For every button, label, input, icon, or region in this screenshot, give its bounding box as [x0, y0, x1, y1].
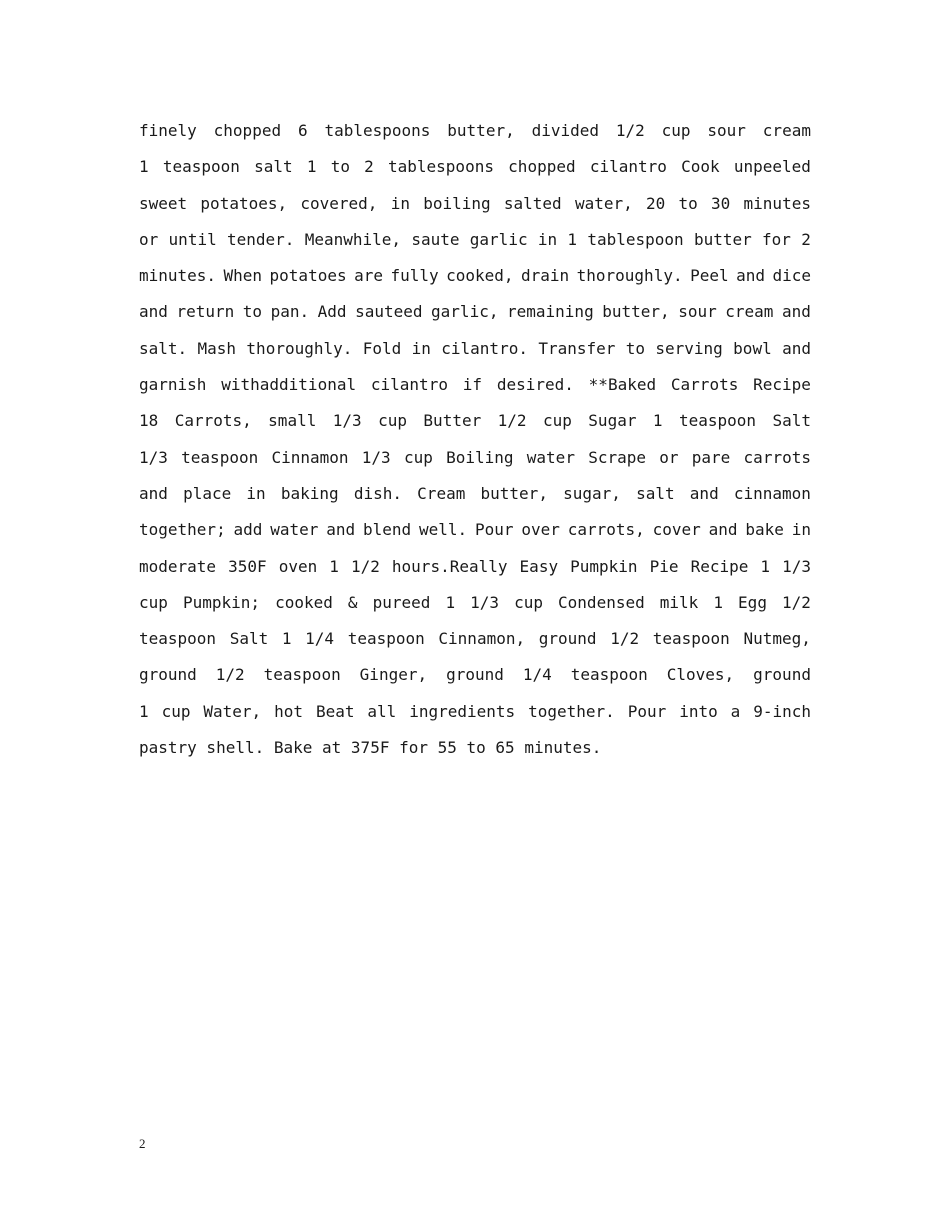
- text-line: [139, 585, 811, 621]
- page-number: 2: [139, 1136, 146, 1151]
- word: Easy: [519, 556, 559, 576]
- word: salt: [254, 157, 293, 177]
- word: 18: [139, 411, 159, 431]
- word: butter,: [480, 483, 548, 503]
- word: or: [139, 229, 159, 249]
- word: 1: [713, 592, 723, 612]
- word: teaspoon: [162, 157, 240, 177]
- word: Condensed: [558, 592, 645, 612]
- word: cooked: [275, 592, 333, 612]
- word: water: [526, 447, 575, 467]
- word: to: [330, 157, 350, 177]
- word: hot: [274, 701, 304, 721]
- word: cream: [762, 121, 811, 140]
- word: Pumpkin: [570, 556, 638, 576]
- word: bake: [745, 520, 784, 540]
- word: baking: [280, 483, 339, 503]
- word: 1/2: [215, 665, 245, 685]
- text-line: [139, 440, 811, 476]
- word: ground: [538, 629, 597, 649]
- word: 1: [445, 592, 456, 612]
- word: cilantro: [589, 157, 667, 177]
- word: return: [176, 302, 235, 322]
- word: butter,: [447, 121, 515, 140]
- text-line: [139, 331, 811, 367]
- word: ground: [139, 665, 197, 685]
- word: drain: [520, 266, 570, 286]
- word: garlic: [469, 229, 528, 249]
- word: Cloves,: [666, 665, 735, 685]
- word: Salt: [229, 629, 269, 649]
- text-line: [139, 694, 811, 730]
- word: minutes: [743, 193, 811, 213]
- word: in: [246, 483, 266, 503]
- word: teaspoon: [678, 411, 757, 431]
- word: salt: [636, 483, 675, 503]
- text-line: [139, 621, 811, 657]
- word: sweet: [139, 193, 188, 213]
- word: 1/2: [615, 121, 645, 140]
- word: 1/3: [139, 447, 168, 467]
- word: ground: [753, 665, 811, 685]
- word: garnish: [139, 375, 207, 395]
- word: dish.: [353, 483, 402, 503]
- word: over: [521, 520, 560, 540]
- word: Butter: [423, 411, 482, 431]
- word: Recipe: [690, 556, 749, 576]
- word: Scrape: [588, 447, 646, 467]
- word: 1: [281, 629, 292, 649]
- word: boiling: [423, 193, 491, 213]
- word: or: [659, 447, 679, 467]
- word: Ginger,: [359, 665, 428, 685]
- word: cup: [139, 592, 168, 612]
- word: teaspoon: [652, 629, 730, 649]
- word: Beat: [315, 701, 355, 721]
- word: together.: [528, 701, 615, 721]
- word: pan.: [270, 302, 310, 322]
- word: and: [139, 302, 168, 322]
- word: together;: [139, 520, 226, 540]
- word: add: [233, 520, 263, 540]
- recipe-body-text: [139, 113, 811, 766]
- word: 1/3: [470, 592, 500, 612]
- text-line: [139, 549, 811, 585]
- word: 6: [297, 121, 308, 140]
- word: 1: [139, 701, 149, 721]
- word: Pour: [475, 520, 514, 540]
- word: covered,: [300, 193, 378, 213]
- word: Sugar: [588, 411, 637, 431]
- word: cover: [652, 520, 701, 540]
- word: teaspoon: [347, 629, 425, 649]
- word: and: [781, 302, 811, 322]
- word: water: [270, 520, 319, 540]
- word: pureed: [372, 592, 431, 612]
- word: serving: [655, 338, 723, 358]
- word: 1/2: [350, 556, 380, 576]
- word: Pumpkin;: [182, 592, 261, 612]
- word: cup: [378, 411, 407, 431]
- word: to: [678, 193, 698, 213]
- word: withadditional: [221, 375, 357, 395]
- word: dice: [772, 266, 811, 286]
- word: cup: [403, 447, 433, 467]
- word: and: [689, 483, 719, 503]
- word: 1: [760, 556, 771, 576]
- word: 1: [652, 411, 663, 431]
- word: until: [168, 229, 217, 249]
- text-line: [139, 222, 811, 258]
- text-line: [139, 186, 811, 222]
- word: and: [708, 520, 738, 540]
- text-line: [139, 657, 811, 693]
- word: 1: [139, 157, 149, 177]
- word: cilantro: [370, 375, 448, 395]
- word: ground: [446, 665, 504, 685]
- word: 1/4: [522, 665, 552, 685]
- word: 20: [645, 193, 666, 213]
- word: Cream: [417, 483, 466, 503]
- word: 2: [364, 157, 374, 177]
- word: tender.: [227, 229, 295, 249]
- word: tablespoon: [587, 229, 684, 249]
- word: cup: [161, 701, 191, 721]
- word: sour: [707, 121, 746, 140]
- word: sour: [678, 302, 717, 322]
- word: sugar,: [563, 483, 621, 503]
- word: cream: [725, 302, 774, 322]
- word: 350F: [228, 556, 267, 576]
- word: Mash: [197, 338, 237, 358]
- word: butter,: [602, 302, 670, 322]
- word: 1: [306, 157, 317, 177]
- word: Salt: [772, 411, 811, 431]
- word: Egg: [738, 592, 767, 612]
- word: in: [791, 520, 811, 540]
- word: potatoes,: [200, 193, 288, 213]
- word: water,: [574, 193, 633, 213]
- word: in: [411, 338, 431, 358]
- word: teaspoon: [181, 447, 259, 467]
- word: teaspoon: [570, 665, 648, 685]
- word: 1/2: [497, 411, 527, 431]
- word: sauteed: [355, 302, 423, 322]
- word: Meanwhile,: [304, 229, 402, 249]
- word: &: [347, 592, 358, 612]
- word: teaspoon: [263, 665, 341, 685]
- word: Transfer: [538, 338, 616, 358]
- word: 1/4: [305, 629, 335, 649]
- word: cilantro.: [441, 338, 528, 358]
- text-line: [139, 149, 811, 185]
- word: **Baked: [588, 375, 657, 395]
- word: Add: [317, 302, 347, 322]
- text-line: [139, 403, 811, 439]
- word: for: [762, 229, 791, 249]
- word: carrots: [743, 447, 811, 467]
- word: unpeeled: [733, 157, 811, 177]
- word: milk: [659, 592, 699, 612]
- word: if: [462, 375, 483, 395]
- word: teaspoon: [139, 629, 217, 649]
- word: Cook: [681, 157, 720, 177]
- word: Water,: [203, 701, 262, 721]
- word: into: [679, 701, 718, 721]
- word: 1: [329, 556, 339, 576]
- word: garlic,: [431, 302, 499, 322]
- word: blend: [363, 520, 412, 540]
- word: 1/3: [361, 447, 391, 467]
- text-line: [139, 294, 811, 330]
- word: small: [268, 411, 317, 431]
- text-line: [139, 512, 811, 548]
- word: Peel: [690, 266, 729, 286]
- word: Cinnamon,: [438, 629, 526, 649]
- word: cinnamon: [733, 483, 811, 503]
- text-line: [139, 476, 811, 512]
- word: 2: [801, 229, 811, 249]
- word: chopped: [213, 121, 282, 140]
- word: cup: [661, 121, 691, 140]
- word: Pour: [627, 701, 667, 721]
- word: and: [736, 266, 765, 286]
- text-line: pastry shell. Bake at 375F for 55 to 65 minutes.: [139, 738, 602, 758]
- word: Nutmeg,: [743, 629, 811, 649]
- word: ingredients: [409, 701, 516, 721]
- word: tablespoons: [388, 157, 494, 177]
- word: Recipe: [753, 375, 811, 395]
- word: When: [223, 266, 263, 286]
- word: minutes.: [139, 266, 217, 286]
- word: 1/3: [332, 411, 362, 431]
- word: Pie: [649, 556, 679, 576]
- word: fully: [390, 266, 439, 286]
- word: divided: [531, 121, 600, 140]
- word: 1: [567, 229, 578, 249]
- word: Carrots,: [174, 411, 252, 431]
- word: to: [242, 302, 263, 322]
- word: butter: [693, 229, 752, 249]
- word: and: [326, 520, 356, 540]
- word: in: [390, 193, 410, 213]
- word: and: [782, 338, 811, 358]
- word: cooked,: [446, 266, 514, 286]
- word: hours.Really: [391, 556, 508, 576]
- word: moderate: [139, 556, 217, 576]
- text-line: [139, 367, 811, 403]
- word: oven: [278, 556, 318, 576]
- word: salted: [503, 193, 562, 213]
- word: 1/2: [782, 592, 811, 612]
- word: Fold: [362, 338, 402, 358]
- word: are: [354, 266, 383, 286]
- word: cup: [514, 592, 543, 612]
- word: to: [625, 338, 646, 358]
- word: cup: [542, 411, 572, 431]
- word: finely: [139, 121, 197, 140]
- text-line: [139, 113, 811, 149]
- word: well.: [419, 520, 468, 540]
- word: pare: [691, 447, 731, 467]
- word: and: [139, 483, 168, 503]
- word: tablespoons: [324, 121, 431, 140]
- word: remaining: [507, 302, 594, 322]
- word: 1/3: [782, 556, 811, 576]
- text-line: [139, 258, 811, 294]
- word: Carrots: [670, 375, 739, 395]
- word: in: [537, 229, 558, 249]
- word: chopped: [508, 157, 576, 177]
- word: place: [183, 483, 232, 503]
- word: 30: [711, 193, 731, 213]
- word: Boiling: [446, 447, 514, 467]
- word: carrots,: [567, 520, 645, 540]
- word: saute: [411, 229, 460, 249]
- word: Cinnamon: [271, 447, 349, 467]
- word: thoroughly.: [576, 266, 683, 286]
- word: 1/2: [610, 629, 640, 649]
- word: desired.: [496, 375, 574, 395]
- word: all: [367, 701, 397, 721]
- word: thoroughly.: [246, 338, 353, 358]
- word: a: [730, 701, 741, 721]
- word: 9-inch: [753, 701, 811, 721]
- word: bowl: [733, 338, 772, 358]
- word: salt.: [139, 338, 188, 358]
- word: potatoes: [269, 266, 347, 286]
